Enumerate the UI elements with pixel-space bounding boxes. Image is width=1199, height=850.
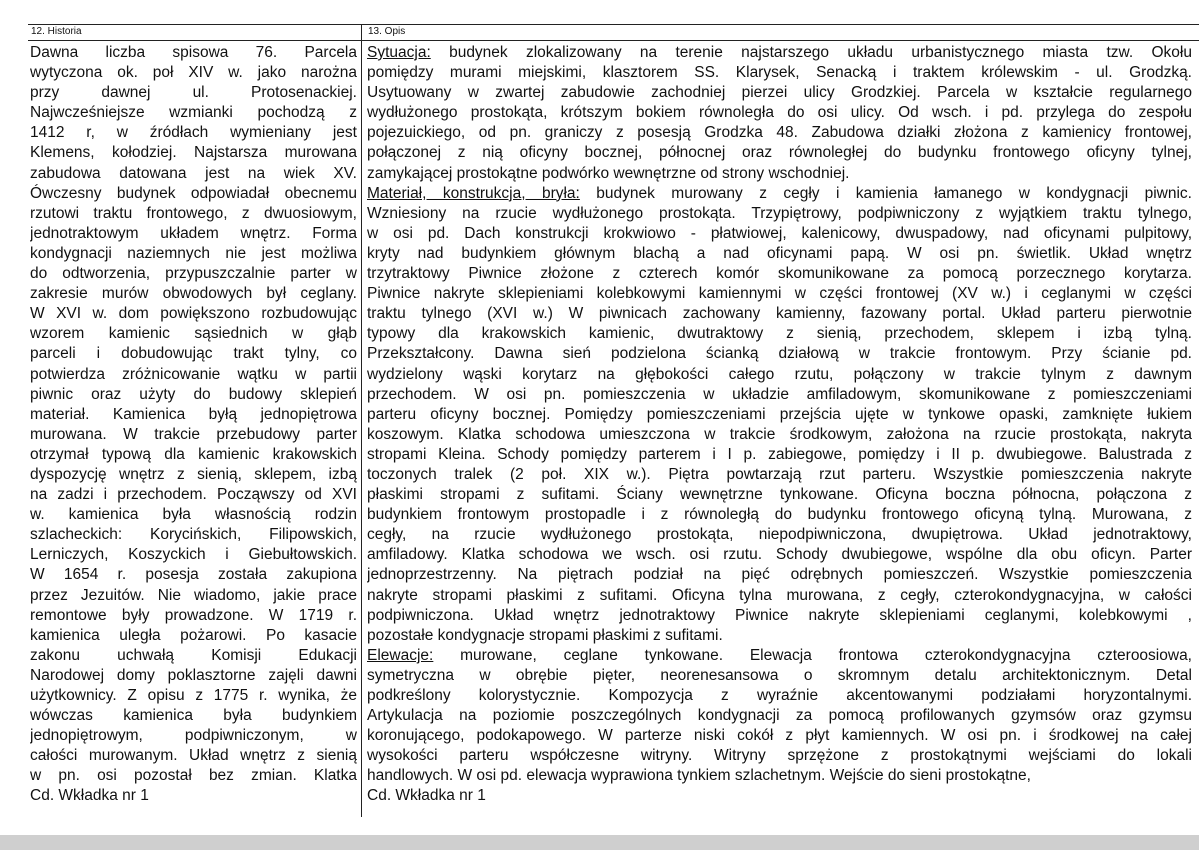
history-line: remontowe były prowadzone. W 1719 r. xyxy=(30,606,357,624)
history-line: rzutowi traktu frontowego, z dwuosiowym, xyxy=(30,204,357,222)
history-line: zabudowa datowana jest na wiek XV. xyxy=(30,164,357,182)
description-line xyxy=(367,606,1192,626)
description-text: typowy dla krakowskich kamienic, dwutraktowy z sienią, przechodem, sklepem i izbą tylną. xyxy=(367,325,1192,343)
history-line: kamienica uległa pożarowi. Po kasacie xyxy=(30,626,357,644)
description-line xyxy=(367,204,1192,224)
description-line xyxy=(367,164,1192,184)
description-text: w osi pd. Dach konstrukcji krokwiowo - płatwiowej, kalenicowy, dwuspadowy, nad oficynami pulpitowy, xyxy=(367,224,1192,242)
description-line xyxy=(367,565,1192,585)
description-text: połączonej z nią oficyny bocznej, północnej oraz równoległej do budynku frontowego oficyny tylnej, xyxy=(367,144,1192,162)
description-line xyxy=(367,83,1192,103)
description-text: parteru oficyny bocznej. Pomiędzy pomieszczeniami przejścia ujęte w tynkowe opaski, zamknięte łukiem xyxy=(367,405,1192,423)
history-line: kondygnacji naziemnych nie jest możliwa xyxy=(30,244,357,262)
description-text: kryty nad budynkiem głównym blachą a nad oficynami papą. W osi pn. świetlik. Układ wnętrz xyxy=(367,244,1192,262)
history-line: parceli i dobudowując trakt tylny, co xyxy=(30,345,357,363)
description-line xyxy=(367,586,1192,606)
description-line xyxy=(367,284,1192,304)
description-line xyxy=(367,43,1192,63)
description-line xyxy=(367,706,1192,726)
description-line xyxy=(367,445,1192,465)
history-line: na zadzi i przechodem. Począwszy od XVI xyxy=(30,486,357,504)
description-text: cegły, na rzucie wydłużonego prostokąta, niepodpiwniczona, dwupiętrowa. Układ jednotraktowy, xyxy=(367,526,1192,544)
description-line xyxy=(367,505,1192,525)
description-line xyxy=(367,304,1192,324)
history-line: wówczas kamienica była budynkiem xyxy=(30,707,357,725)
description-text: stropami Kleina. Schody pomiędzy parterem i I p. zabiegowe, pomiędzy i II p. dwubiegowe. Balustrada z xyxy=(367,445,1192,463)
description-text: Wzniesiony na rzucie wydłużonego prostokąta. Trzypiętrowy, podpiwniczony z wyjątkiem traktu tylnego, xyxy=(367,204,1192,222)
description-line xyxy=(367,465,1192,485)
description-line xyxy=(367,746,1192,766)
history-line: do odtworzenia, przypuszczalnie parter w xyxy=(30,265,357,283)
description-text: wysokości parteru współczesne witryny. Witryny sprzężone z prostokątnymi wejściami do lokali xyxy=(367,747,1192,765)
description-text: budynek zlokalizowany na terenie najstarszego układu urbanistycznego miasta tzw. Okołu xyxy=(430,44,1192,61)
description-text: toczonych tralek (2 poł. XIX w.). Piętra powtarzają rzut parteru. Wszystkie pomieszczenia nakryte xyxy=(367,465,1192,483)
history-line: dyspozycję wnętrz z sienią, sklepem, izbą xyxy=(30,465,357,483)
description-text: pozostałe kondygnacje stropami płaskimi z sufitami. xyxy=(367,626,723,644)
history-line: Cd. Wkładka nr 1 xyxy=(30,787,149,805)
description-line xyxy=(367,103,1192,123)
description-line xyxy=(367,545,1192,565)
description-text: podkreślony kolorystycznie. Kompozycja z wyraźnie akcentowanymi podziałami horyzontalnymi. xyxy=(367,687,1192,704)
description-line xyxy=(367,143,1192,163)
description-line xyxy=(367,244,1192,264)
description-text: traktu tylnego (XVI w.) W piwnicach zachowany kamienny, fazowany portal. Układ parteru pierwotnie xyxy=(367,305,1192,323)
description-text: Piwnice nakryte sklepieniami kolebkowymi kamiennymi w części frontowej (XV w.) i ceglanymi w części xyxy=(367,285,1192,303)
history-line: Ówczesny budynek odpowiadał obecnemu xyxy=(30,184,357,202)
history-line: wytyczona ok. poł XIV w. jako narożna xyxy=(30,64,357,82)
history-line: użytkownicy. Z opisu z 1775 r. wynika, że xyxy=(30,687,357,704)
description-text: jednoprzestrzenny. Na piętrach podział na pięć odrębnych pomieszczeń. Wszystkie pomieszczenia xyxy=(367,566,1192,584)
history-line: W 1654 r. posesja została zakupiona xyxy=(30,566,357,584)
description-text: symetryczna w obrębie pięter, neorenesansowa o skromnym detalu architektonicznym. Detal xyxy=(367,666,1192,684)
description-text: wydłużonego prostokąta, krótszym bokiem równoległa do osi ulicy. Od wsch. i pd. przylega do zespołu xyxy=(367,104,1192,122)
description-line xyxy=(367,485,1192,505)
description-column-header: 13. Opis xyxy=(368,26,406,37)
description-text: budynkiem frontowym prostopadle i z równoległą do budynku frontowego oficyną tylną. Murowana, z xyxy=(367,506,1192,524)
description-text: pomiędzy murami miejskimi, klasztorem SS. Klarysek, Senacką i traktem królewskim - ul. Grodzką. xyxy=(367,64,1192,82)
description-text: zamykającej prostokątne podwórko wewnętrzne od strony wschodniej. xyxy=(367,164,850,182)
history-line: wzorem kamienic sąsiednich w głąb xyxy=(30,325,357,343)
description-line xyxy=(367,184,1192,204)
description-line xyxy=(367,365,1192,385)
description-text: Cd. Wkładka nr 1 xyxy=(367,787,486,805)
history-line: całości murowanym. Układ wnętrz z sienią xyxy=(30,747,357,765)
description-column-text xyxy=(367,43,1192,807)
description-line xyxy=(367,766,1192,786)
history-line: jednotraktowym układem wnętrz. Forma xyxy=(30,224,357,242)
history-line: Narodowej domy poklasztorne zajęli dawni xyxy=(30,666,357,684)
description-line xyxy=(367,63,1192,83)
history-line: Najwcześniejsze wzmianki pochodzą z xyxy=(30,104,357,122)
history-column-text xyxy=(30,43,357,807)
scan-bottom-edge xyxy=(0,835,1199,850)
description-line xyxy=(367,646,1192,666)
description-line xyxy=(367,385,1192,405)
description-line xyxy=(367,264,1192,284)
description-line xyxy=(367,425,1192,445)
section-label: Materiał, konstrukcja, bryła: xyxy=(367,184,580,202)
description-text: murowane, ceglane tynkowane. Elewacja frontowa czterokondygnacyjna czteroosiowa, xyxy=(433,646,1192,664)
description-text: trzytraktowy Piwnice złożone z czterech komór skomunikowane za pomocą porzecznego korytarza. xyxy=(367,265,1192,283)
section-label: Elewacje: xyxy=(367,646,434,664)
column-divider xyxy=(361,25,362,817)
description-text: Artykulacja na poziomie poszczególnych kondygnacji za pomocą profilowanych gzymsów oraz gzymsu xyxy=(367,707,1192,725)
history-line: otrzymał typową dla kamienic krakowskich xyxy=(30,445,357,463)
description-line xyxy=(367,626,1192,646)
description-line xyxy=(367,666,1192,686)
description-line xyxy=(367,525,1192,545)
description-text: koronującego, podokapowego. W parterze niski cokół z płyt kamiennych. W osi pn. i środkowej na całej xyxy=(367,727,1192,745)
header-divider xyxy=(28,40,1199,41)
history-line: zakresie murów obwodowych był ceglany. xyxy=(30,285,357,303)
history-line: Klemens, kołodziej. Najstarsza murowana xyxy=(30,144,357,162)
history-line: w. kamienica była własnością rodzin xyxy=(30,506,357,524)
description-line xyxy=(367,324,1192,344)
history-line: szlacheckich: Korycińskich, Filipowskich, xyxy=(30,526,357,544)
history-line: w pn. osi pozostał bez zmian. Klatka xyxy=(30,767,357,785)
history-line: murowana. W trakcie przebudowy parter xyxy=(30,425,357,443)
history-line: piwnic oraz użyty do budowy sklepień xyxy=(30,385,357,403)
description-line xyxy=(367,786,1192,806)
description-text: Przekształcony. Dawna sień podzielona ścianką działową w trakcie frontowym. Przy ścianie pd. xyxy=(367,345,1192,363)
description-text: wydzielony wąski korytarz na głębokości całego rzutu, połączony w trakcie tylnym z dawnym xyxy=(367,365,1192,383)
description-text: przechodem. W osi pn. pomieszczenia w układzie amfiladowym, skomunikowane z pomieszczeniami xyxy=(367,385,1192,403)
history-column-header: 12. Historia xyxy=(31,26,82,37)
description-line xyxy=(367,344,1192,364)
description-text: Usytuowany w zwartej zabudowie zachodniej pierzei ulicy Grodzkiej. Parcela w kształcie regularnego xyxy=(367,84,1192,102)
section-label: Sytuacja: xyxy=(367,44,431,61)
description-text: budynek murowany z cegły i kamienia łamanego w kondygnacji piwnic. xyxy=(579,184,1192,202)
description-text: amfiladowy. Klatka schodowa we wsch. osi rzutu. Schody dwubiegowe, wspólne dla obu oficyn. Parter xyxy=(367,546,1192,564)
history-line: zakonu uchwałą Komisji Edukacji xyxy=(30,646,357,664)
history-line: przez Jezuitów. Nie wiadomo, jakie prace xyxy=(30,586,357,604)
description-text: pojezuickiego, od pn. graniczy z posesją Grodzka 48. Zabudowa działki złożona z kamienicy frontowej, xyxy=(367,124,1192,142)
history-line: Lerniczych, Koszyckich i Giebułtowskich. xyxy=(30,546,357,564)
description-line xyxy=(367,123,1192,143)
description-line xyxy=(367,726,1192,746)
history-line: Dawna liczba spisowa 76. Parcela xyxy=(30,44,357,61)
description-text: handlowych. W osi pd. elewacja wyprawiona tynkiem szlachetnym. Wejście do sieni prostokątne, xyxy=(367,767,1031,785)
description-line xyxy=(367,224,1192,244)
history-line: przy dawnej ul. Protosenackiej. xyxy=(30,84,357,102)
record-card-table xyxy=(28,24,1199,825)
history-line: jednopiętrowym, podpiwniczonym, w xyxy=(30,727,357,745)
history-line: W XVI w. dom powiększono rozbudowując xyxy=(30,305,357,323)
description-text: koszowym. Klatka schodowa umieszczona w trakcie środkowym, założona na rzucie prostokąta, nakryta xyxy=(367,425,1192,443)
description-text: podpiwniczona. Układ wnętrz jednotraktowy Piwnice nakryte sklepieniami ceglanymi, kolebkowymi , xyxy=(367,606,1192,624)
description-line xyxy=(367,405,1192,425)
history-line: materiał. Kamienica byłą jednopiętrowa xyxy=(30,405,357,423)
description-text: nakryte stropami płaskimi z sufitami. Oficyna tylna murowana, z cegły, czterokondygnacyjna, w całości xyxy=(367,586,1192,604)
description-text: płaskimi stropami z sufitami. Ściany wewnętrzne tynkowane. Oficyna boczna północna, połączona z xyxy=(367,486,1192,504)
description-line xyxy=(367,686,1192,706)
history-line: 1412 r, w źródłach wymieniany jest xyxy=(30,124,357,142)
history-line: potwierdza zróżnicowanie wątku w partii xyxy=(30,365,357,383)
